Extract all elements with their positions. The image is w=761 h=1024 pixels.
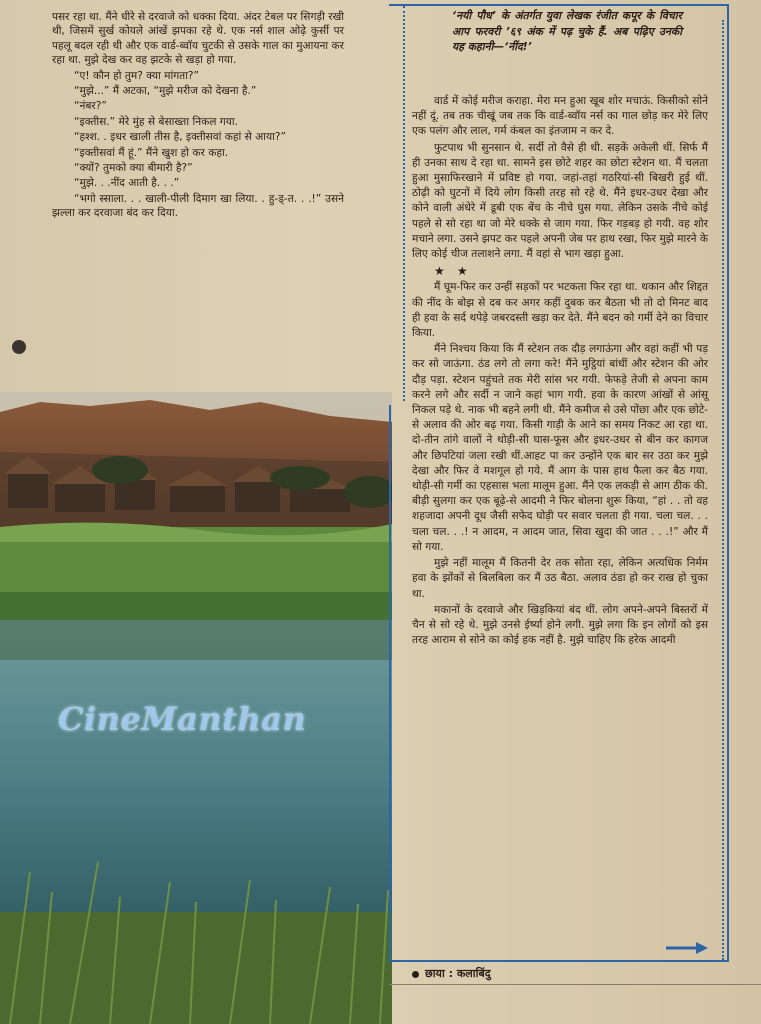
right-paragraph: मैं घूम-फिर कर उन्हीं सड़कों पर भटकता फिर रहा था. थकान और शिद्दत की नींद के बोझ से दब कर अगर कहीं दुबक कर बैठता भी तो दो मिनट बाद ही हवा के सर्द थपेड़े जबरदस्ती खड़ा कर देते. मैंने बदन को गर्मी देने का विचार किया. (412, 281, 708, 340)
left-paragraph: “इक्तीस.” मेरे मुंह से बेसाख्ता निकल गया. (74, 115, 238, 128)
watermark-text: CineManthan (58, 700, 307, 738)
section-break-stars: ★ ★ (434, 264, 472, 279)
left-paragraph: पसर रहा था. मैंने धीरे से दरवाजे को धक्का दिया. अंदर टेबल पर सिगड़ी रखी थी, जिसमें सुर्ख कोयले आंखें झपका रहे थे. एक नर्स शाल ओढ़े कुर्सी पर पहलू बदल रही थी और एक वार्ड-ब्वॉय चुटकी से उसके गाल का मुआयना कर रहा था. मुझे देख कर वह झटके से खड़ा हो गया. (52, 11, 344, 67)
left-paragraph: “मुझे...” मैं अटका, “मुझे मरीज को देखना है.” (74, 85, 257, 98)
left-paragraph: “भगो स्साला. . . खाली-पीली दिमाग खा लिया. . हु-ड्-त. . .!” उसने झल्ला कर दरवाजा बंद कर दिया. (52, 192, 344, 220)
right-paragraph: मैंने निश्चय किया कि मैं स्टेशन तक दौड़ लगाऊंगा और वहां कहीं भी पड़ कर सो जाऊंगा. ठंड लगे तो लगा करे! मैंने मुट्ठियां बांधीं और स्टेशन की ओर दौड़ पड़ा. स्टेशन पहुंचते तक मेरी सांस भर गयी. फेफड़े तेजी से अपना काम करने लगे और सर्दी न जाने कहां भाग गयी. हवा के कारण आंखों से आंसू निकल पड़े थे. नाक भी बहने लगी थी. मैंने कमीज से उसे पोंछा और एक छोटे-से अलाव की ओर बढ़ गया. किसी गाड़ी के आने का समय निकट आ रहा था. दो-तीन तांगे वालों ने थोड़ी-सी घास-फूस और इधर-उधर से बीन कर कागज और छिपटियां जला रखी थीं.आहट पा कर उन्होंने एक बार सर उठा कर मुझे देखा और फिर वे मशगूल हो गये. मैं आग के पास हाथ फैला कर बैठ गया. थोड़ी-सी गर्मी का एहसास भला मालूम हुआ. मैंने एक लकड़ी से आग ठीक की. बीड़ी सुलगा कर एक बूढ़े-से आदमी ने फिर बोलना शुरू किया, “हां . . तो वह शहजादा अपनी दूध जैसी सफेद घोड़ी पर सवार चलता ही गया. चला चल. . . चला चल. . .! न आदम, न आदम जात, सिवा खुदा की जात . . .!” और मैं सो गया. (412, 343, 708, 553)
right-paragraph: वार्ड में कोई मरीज कराहा. मेरा मन हुआ खूब शोर मचाऊं. किसीको सोने नहीं दूं. तब तक चीखूं जब तक कि वार्ड-ब्वॉय नर्स का गाल छोड़ कर मेरे लिए एक पलंग और लाल, गर्म कंबल का इंतजाम न कर दे. (412, 95, 708, 138)
left-paragraph: “नंबर?” (74, 100, 107, 113)
bullet-icon (412, 971, 419, 978)
left-paragraph: “इक्तीसवां मैं हूं.” मैंने खुश हो कर कहा. (74, 146, 229, 159)
frame-dotted-left (403, 6, 405, 401)
right-story-column (412, 94, 708, 649)
left-paragraph: “हश्श. . इधर खाली तीस है, इक्तीसवां कहां से आया?” (74, 131, 286, 144)
left-paragraph: “ए! कौन हो तुम? क्या मांगता?” (74, 69, 200, 82)
right-paragraph: मुझे नहीं मालूम मैं कितनी देर तक सोता रहा, लेकिन अत्यधिक निर्मम हवा के झोंकों से बिलबिला कर मैं उठ बैठा. अलाव ठंडा हो कर राख हो चुका था. (412, 557, 708, 600)
binding-hole (12, 340, 26, 354)
right-paragraph: फुटपाथ भी सुनसान थे. सर्दी तो वैसे ही थी. सड़कें अकेली थीं. सिर्फ मैं ही उनका साथ दे रहा था. सामने इस छोटे शहर का छोटा स्टेशन था. मैं चलता हुआ मुसाफिरखाने में प्रविष्ट हो गया. जहां-तहां गठरियां-सी बिखरी हुई थीं. ठोढ़ी को घुटनों में दिये लोग किसी तरह सो रहे थे. मैंने इधर-उधर देखा और कोने वाली अंधेरे में डूबी एक बेंच के नीचे घुस गया. लेकिन उसके नीचे कोई पहले से सो रहा था जो मेरे धक्के से जाग गया. फिर गड़बड़ हो गयी. वह शोर मचाने लगा. उसने झपट कर पहले अपनी जेब पर हाथ रखा, फिर मुझे मारने के लिए कोई चीज तलाशने लगा. मैं वहां से भाग खड़ा हुआ. (412, 141, 708, 261)
right-paragraph: मकानों के दरवाजे और खिड़कियां बंद थीं. लोग अपने-अपने बिस्तरों में चैन से सो रहे थे. मुझे उनसे ईर्ष्या होने लगी. मुझे लगा कि इन लोगों को इस तरह आराम से सोने का कोई हक नहीं है. मुझे चाहिए कि हरेक आदमी (412, 603, 708, 647)
photo-credit (412, 966, 491, 981)
left-paragraph: “मुझे. . .नींद आती है. . .” (74, 177, 180, 190)
photo-credit-text: छाया : कलाबिंदु (425, 967, 491, 980)
frame-solid-left (389, 405, 391, 960)
left-paragraph: “क्यों? तुमको क्या बीमारी है?” (74, 162, 193, 175)
continue-arrow-icon (664, 940, 710, 956)
intro-box: ‘नयी पौध’ के अंतर्गत युवा लेखक रंजीत कपूर के विचार आप फरवरी ’६९ अंक में पढ़ चुके हैं. अब पढ़िए उनकी यह कहानी—‘नींद!’ (452, 9, 682, 53)
left-story-column (52, 10, 344, 222)
frame-dotted-right (722, 20, 724, 960)
bottom-rule (389, 984, 761, 985)
